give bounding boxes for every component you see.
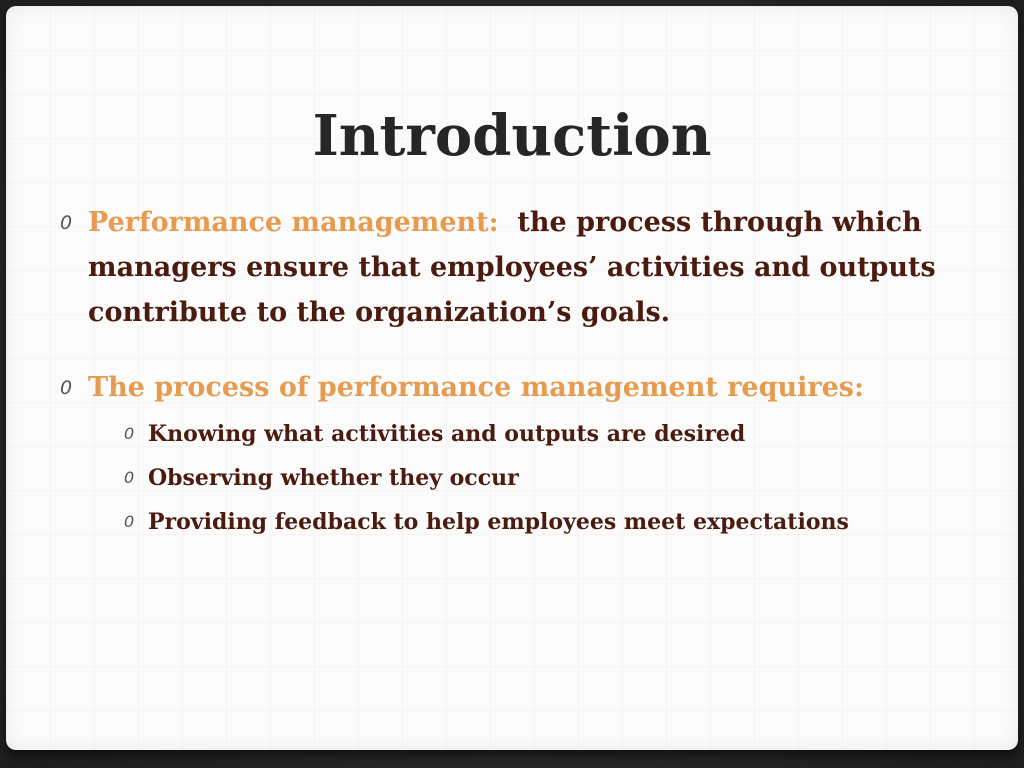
subitem-text: Observing whether they occur: [148, 465, 519, 491]
subitem-text: Providing feedback to help employees meet expectations: [148, 509, 849, 535]
bullet-marker-icon: 0: [60, 377, 73, 399]
subitem-text: Knowing what activities and outputs are desired: [148, 421, 746, 447]
bullet-performance-management: [60, 200, 980, 335]
requirements-sublist: [88, 412, 980, 544]
subitem-providing-feedback: [124, 500, 980, 544]
bullet-definition-text: the process through which managers ensure that employees’ activities and outputs contribute to the organization’s goals.: [88, 207, 936, 328]
sub-bullet-marker-icon: 0: [124, 468, 135, 487]
sub-bullet-marker-icon: 0: [124, 512, 135, 531]
subitem-observing: [124, 456, 980, 500]
bullet-process-requirements: [60, 365, 980, 544]
bullet-marker-icon: 0: [60, 212, 73, 234]
sub-bullet-marker-icon: 0: [124, 424, 135, 443]
slide-content: [60, 200, 980, 544]
slide-title: Introduction: [312, 103, 712, 169]
bullet-lead-heading: The process of performance management requires:: [88, 372, 864, 403]
bullet-lead-term: Performance management:: [88, 207, 499, 238]
slide-canvas: [6, 6, 1018, 750]
subitem-knowing-activities: [124, 412, 980, 456]
